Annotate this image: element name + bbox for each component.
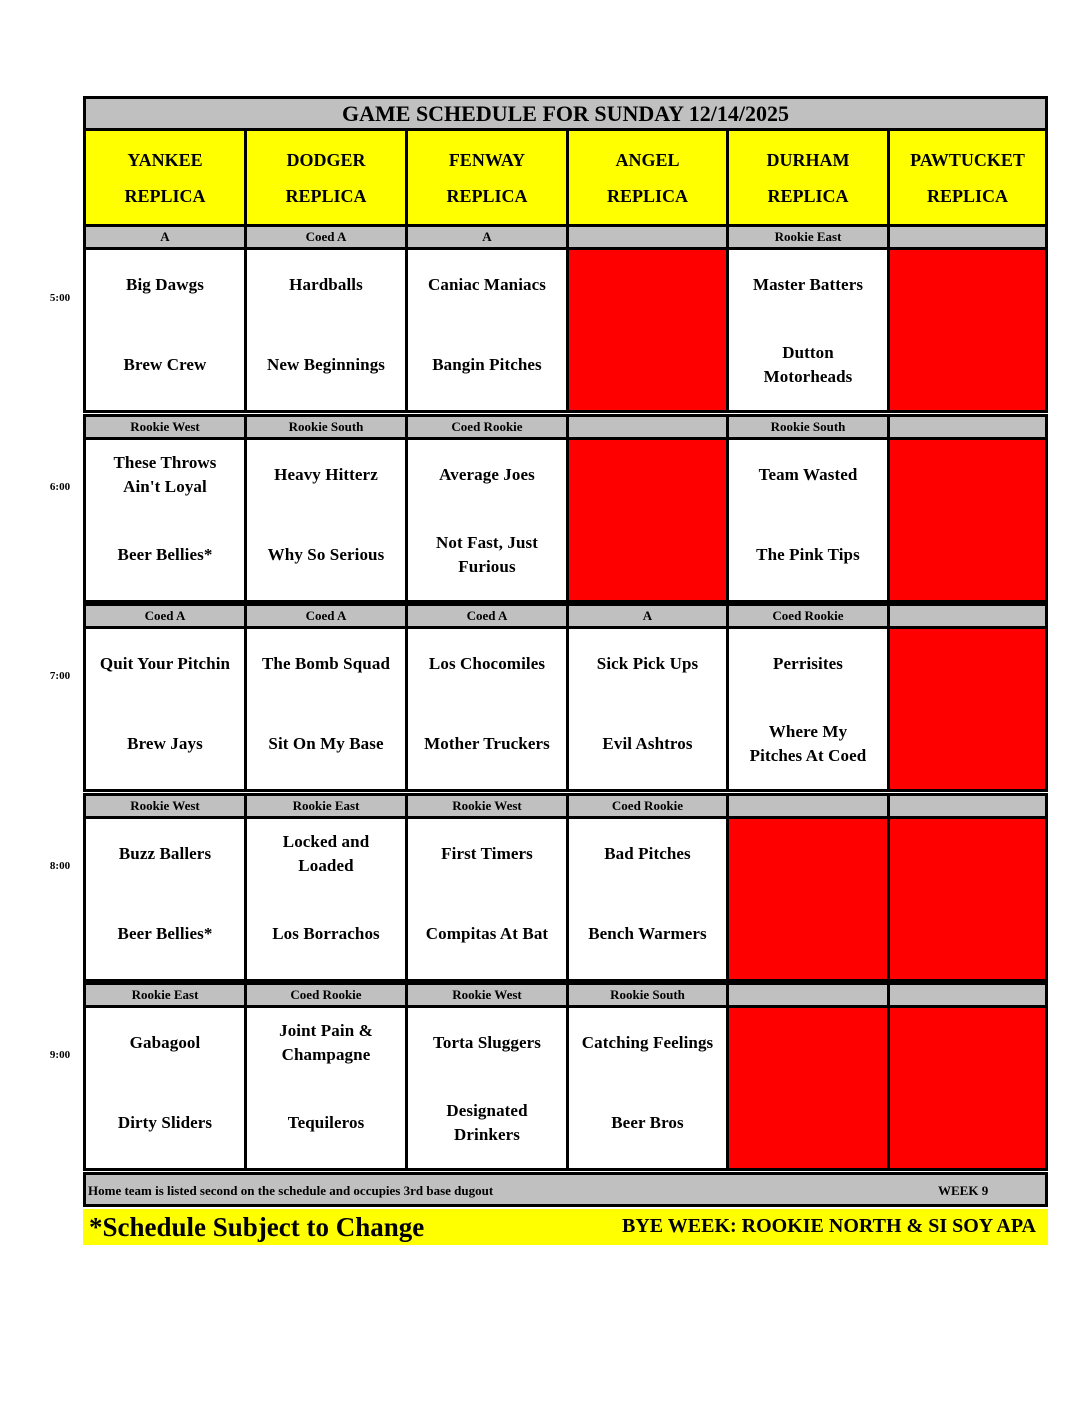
away-team: Average Joes [439,465,535,484]
game-cell [726,626,890,792]
home-team-note: Home team is listed second on the schedule and occupies 3rd base dugout [88,1183,494,1198]
unused-slot [887,437,1048,603]
game-cell [244,247,408,413]
game-cell [566,626,729,792]
division-label: Coed Rookie [244,982,408,1008]
division-label: Coed Rookie [405,414,569,440]
away-team: Locked and Loaded [282,832,370,875]
unused-slot [887,816,1048,982]
division-label: Rookie West [405,793,569,819]
away-team: Sick Pick Ups [596,654,699,673]
field-name: ANGEL [615,149,680,170]
away-team: Big Dawgs [126,275,204,294]
field-name: DURHAM [766,149,850,170]
game-cell [244,437,408,603]
division-label: Rookie East [244,793,408,819]
schedule-title: GAME SCHEDULE FOR SUNDAY 12/14/2025 [83,96,1048,131]
division-label: Rookie West [83,793,247,819]
game-cell [405,247,569,413]
division-label: Coed A [405,603,569,629]
game-cell [83,1005,247,1171]
field-name: PAWTUCKET [910,149,1025,170]
unused-slot [887,626,1048,792]
away-team: Catching Feelings [581,1033,714,1052]
time-label: 8:00 [49,860,71,872]
division-label: Coed Rookie [726,603,890,629]
bye-week-note: BYE WEEK: ROOKIE NORTH & SI SOY APA [622,1215,1036,1237]
game-cell [405,437,569,603]
game-cell [244,816,408,982]
game-cell [566,816,729,982]
game-cell [83,247,247,413]
home-team: Tequileros [287,1113,365,1132]
home-team: Why So Serious [267,545,385,564]
time-label: 6:00 [49,481,71,493]
division-label: Rookie South [244,414,408,440]
game-cell [405,1005,569,1171]
division-label: A [405,224,569,250]
game-cell [726,437,890,603]
time-label: 7:00 [49,670,71,682]
home-team: Compitas At Bat [425,924,549,943]
away-team: Caniac Maniacs [427,275,547,294]
division-label: Coed A [244,224,408,250]
away-team: Bad Pitches [604,844,691,863]
away-team: The Bomb Squad [261,654,390,673]
home-team: Los Borrachos [272,924,380,943]
away-team: Torta Sluggers [433,1033,541,1052]
home-team: Brew Crew [123,355,207,374]
away-team: Los Chocomiles [428,654,546,673]
home-team: Evil Ashtros [602,734,693,753]
away-team: Hardballs [289,275,363,294]
game-cell [83,437,247,603]
bottom-banner [83,1209,1048,1245]
away-team: Quit Your Pitchin [99,654,231,673]
field-name: FENWAY [448,149,526,170]
field-name: DODGER [286,149,366,170]
unused-slot [887,1005,1048,1171]
division-label: Rookie West [405,982,569,1008]
away-team: Buzz Ballers [118,844,212,863]
home-team: Beer Bellies* [117,924,213,943]
away-team: These Throws Ain't Loyal [113,453,217,496]
home-team: The Pink Tips [756,545,860,564]
division-label: Rookie East [83,982,247,1008]
schedule-table [83,96,1048,1209]
away-team: Heavy Hitterz [274,465,378,484]
division-label: Rookie East [726,224,890,250]
division-label: Rookie South [566,982,729,1008]
field-name: YANKEE [127,149,203,170]
game-cell [244,626,408,792]
field-type: REPLICA [767,185,849,206]
game-cell [726,247,890,413]
home-team: Mother Truckers [424,734,550,753]
field-header-2 [244,128,408,227]
field-type: REPLICA [285,185,367,206]
home-team: Beer Bros [611,1113,684,1132]
unused-slot [566,247,729,413]
unused-slot [887,247,1048,413]
time-label: 9:00 [49,1049,71,1061]
away-team: Master Batters [752,275,864,294]
home-team: New Beginnings [266,355,386,374]
away-team: Perrisites [773,654,843,673]
unused-slot [566,437,729,603]
division-label: A [83,224,247,250]
home-team: Dirty Sliders [117,1113,213,1132]
field-header-5 [726,128,890,227]
division-label: Rookie South [726,414,890,440]
home-team: Bench Warmers [588,924,707,943]
away-team: Gabagool [129,1033,201,1052]
home-team: Sit On My Base [268,734,384,753]
home-team: Dutton Motorheads [763,343,853,386]
time-label: 5:00 [49,292,71,304]
field-header-6 [887,128,1048,227]
away-team: First Timers [441,844,533,863]
home-team: Beer Bellies* [117,545,213,564]
schedule-change-note: *Schedule Subject to Change [89,1212,425,1242]
away-team: Joint Pain & Champagne [279,1021,373,1064]
field-type: REPLICA [926,185,1008,206]
field-type: REPLICA [124,185,206,206]
division-label: Coed A [83,603,247,629]
field-header-4 [566,128,729,227]
division-label: A [566,603,729,629]
unused-slot [726,1005,890,1171]
division-label: Rookie West [83,414,247,440]
field-type: REPLICA [446,185,528,206]
game-cell [566,1005,729,1171]
home-team: Not Fast, Just Furious [436,533,538,576]
game-cell [405,626,569,792]
home-team: Designated Drinkers [446,1101,528,1144]
field-header-3 [405,128,569,227]
schedule-footer [83,1172,1048,1207]
field-type: REPLICA [606,185,688,206]
division-label: Coed Rookie [566,793,729,819]
week-number: WEEK 9 [938,1183,989,1198]
unused-slot [726,816,890,982]
home-team: Brew Jays [127,734,203,753]
home-team: Bangin Pitches [432,355,542,374]
home-team: Where My Pitches At Coed [749,722,867,765]
away-team: Team Wasted [758,465,858,484]
game-cell [244,1005,408,1171]
game-cell [405,816,569,982]
game-cell [83,626,247,792]
division-label: Coed A [244,603,408,629]
game-cell [83,816,247,982]
field-header-1 [83,128,247,227]
